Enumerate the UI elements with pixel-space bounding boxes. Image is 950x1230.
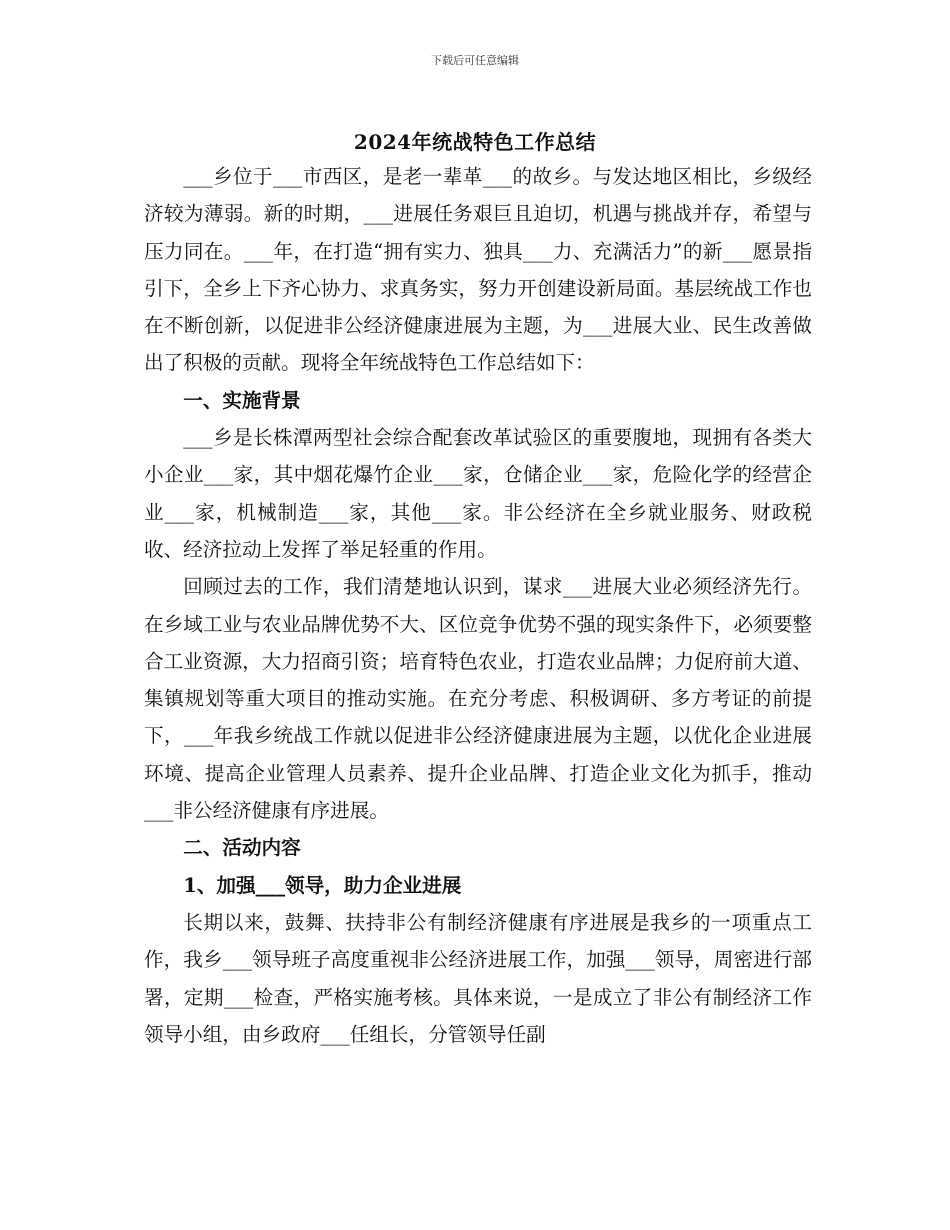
section-heading-background: 一、实施背景	[183, 388, 301, 412]
subsection-heading-leadership: 1、加强___领导，助力企业进展	[183, 873, 462, 897]
header-note: 下载后可任意编辑	[431, 54, 519, 67]
section-heading-activities: 二、活动内容	[183, 836, 301, 860]
document-title: 2024年统战特色工作总结	[353, 130, 597, 154]
review-paragraph: 回顾过去的工作，我们清楚地认识到，谋求___进展大业必须经济先行。在乡域工业与农业品牌优势不大、区位竞争优势不强的现实条件下，必须要整合工业资源，大力招商引资；培育特色农业，打造农业品牌；力促府前大道、集镇规划等重大项目的推动实施。在充分考虑、积极调研、多方考证的前提下，___年我乡统战工作就以促进非公经济健康进展为主题，以优化企业进展环境、提高企业管理人员素养、提升企业品牌、打造企业文化为抓手，推动___非公经济健康有序进展。	[144, 575, 812, 823]
leadership-paragraph: 长期以来，鼓舞、扶持非公有制经济健康有序进展是我乡的一项重点工作，我乡___领导班子高度重视非公经济进展工作，加强___领导，周密进行部署，定期___检查，严格实施考核。具体来说，一是成立了非公有制经济工作领导小组，由乡政府___任组长，分管领导任副	[144, 910, 812, 1046]
background-paragraph: ___乡是长株潭两型社会综合配套改革试验区的重要腹地，现拥有各类大小企业___家，其中烟花爆竹企业___家，仓储企业___家，危险化学的经营企业___家，机械制造___家，其他___家。非公经济在全乡就业服务、财政税收、经济拉动上发挥了举足轻重的作用。	[144, 426, 812, 561]
intro-paragraph: ___乡位于___市西区，是老一辈革___的故乡。与发达地区相比，乡级经济较为薄弱。新的时期，___进展任务艰巨且迫切，机遇与挑战并存，希望与压力同在。___年，在打造“拥有实力、独具___力、充满活力”的新___愿景指引下，全乡上下齐心协力、求真务实，努力开创建设新局面。基层统战工作也在不断创新，以促进非公经济健康进展为主题，为___进展大业、民生改善做出了积极的贡献。现将全年统战特色工作总结如下：	[144, 165, 812, 375]
document-body	[144, 158, 812, 1053]
